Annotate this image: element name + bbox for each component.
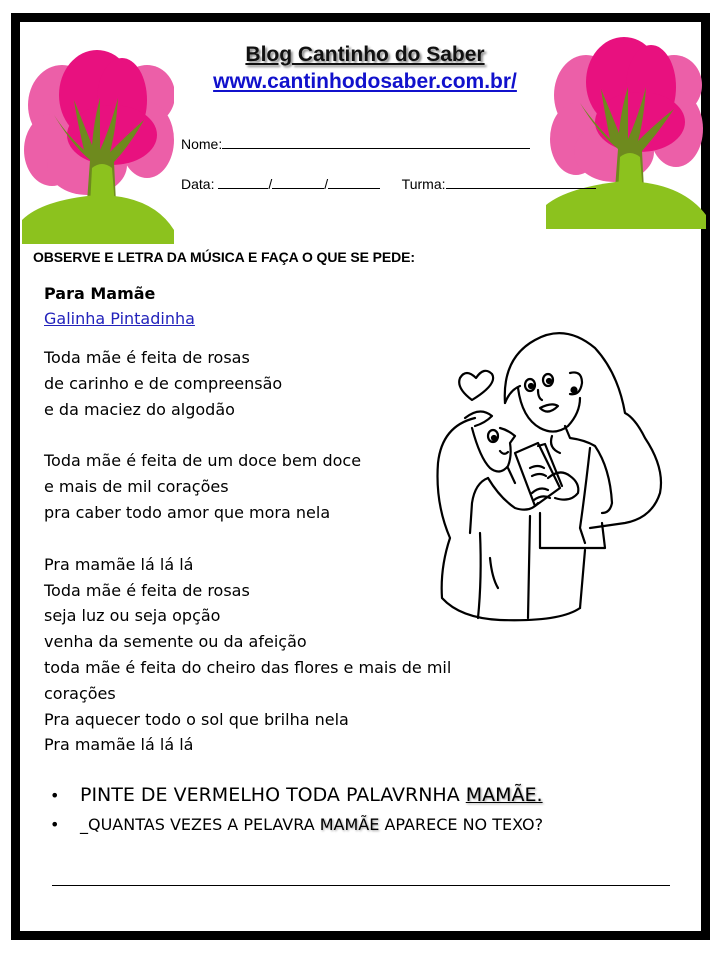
date-class-row <box>181 175 596 192</box>
lyric-line: Toda mãe é feita de rosas <box>44 580 250 600</box>
task-emphasis: MAMÃE <box>319 815 380 834</box>
lyric-line: Pra aquecer todo o sol que brilha nela <box>44 709 349 729</box>
answer-line[interactable] <box>52 885 670 886</box>
class-blank[interactable] <box>446 175 596 189</box>
date-separator: / <box>268 176 273 192</box>
blog-header <box>170 42 560 96</box>
task-lead: _ <box>80 815 88 834</box>
task-item-count <box>50 811 543 839</box>
song-title: Para Mamãe <box>44 284 156 303</box>
date-year-blank[interactable] <box>328 175 380 189</box>
task-item-paint <box>50 780 543 811</box>
lyric-line: Toda mãe é feita de um doce bem doce <box>44 451 362 471</box>
lyrics <box>44 345 451 758</box>
song-artist-link[interactable]: Galinha Pintadinha <box>44 309 195 328</box>
pink-tree-icon-left <box>22 40 174 244</box>
blog-title: Blog Cantinho do Saber <box>245 43 485 66</box>
song-section <box>44 282 451 758</box>
lyric-line: Toda mãe é feita de rosas <box>44 348 250 367</box>
lyric-line: toda mãe é feita do cheiro das flores e mais de mil <box>44 657 452 677</box>
lyric-line: corações <box>44 683 116 703</box>
task-text: QUANTAS VEZES A PELAVRA <box>88 815 315 834</box>
lyric-line: venha da semente ou da afeição <box>44 632 307 652</box>
pink-tree-icon-right <box>546 27 706 229</box>
lyric-line: pra caber todo amor que mora nela <box>44 502 331 522</box>
lyric-line: de carinho e de compreensão <box>44 373 283 393</box>
name-field-row <box>181 135 530 152</box>
instruction-heading: OBSERVE E LETRA DA MÚSICA E FAÇA O QUE SE PEDE: <box>33 249 415 265</box>
date-label: Data: <box>181 176 215 192</box>
task-text: PINTE DE VERMELHO TODA PALAVRNHA <box>80 784 460 806</box>
bullet-icon: • <box>50 786 60 805</box>
date-separator: / <box>324 176 329 192</box>
task-suffix: APARECE NO TEXO? <box>384 815 544 834</box>
name-label: Nome: <box>181 136 223 152</box>
class-label: Turma: <box>401 176 446 192</box>
name-blank[interactable] <box>222 135 530 149</box>
blog-url-link[interactable]: www.cantinhodosaber.com.br/ <box>213 70 517 93</box>
lyric-line: Pra mamãe lá lá lá <box>44 554 194 574</box>
date-day-blank[interactable] <box>218 175 268 189</box>
date-month-blank[interactable] <box>272 175 324 189</box>
lyric-line: Pra mamãe lá lá lá <box>44 735 194 755</box>
lyric-line: seja luz ou seja opção <box>44 606 221 626</box>
task-list <box>50 780 543 839</box>
bullet-icon: • <box>50 815 60 834</box>
mother-daughter-illustration-icon <box>420 318 675 623</box>
lyric-line: e da maciez do algodão <box>44 399 235 419</box>
task-emphasis: MAMÃE. <box>465 784 543 806</box>
lyric-line: e mais de mil corações <box>44 477 229 497</box>
